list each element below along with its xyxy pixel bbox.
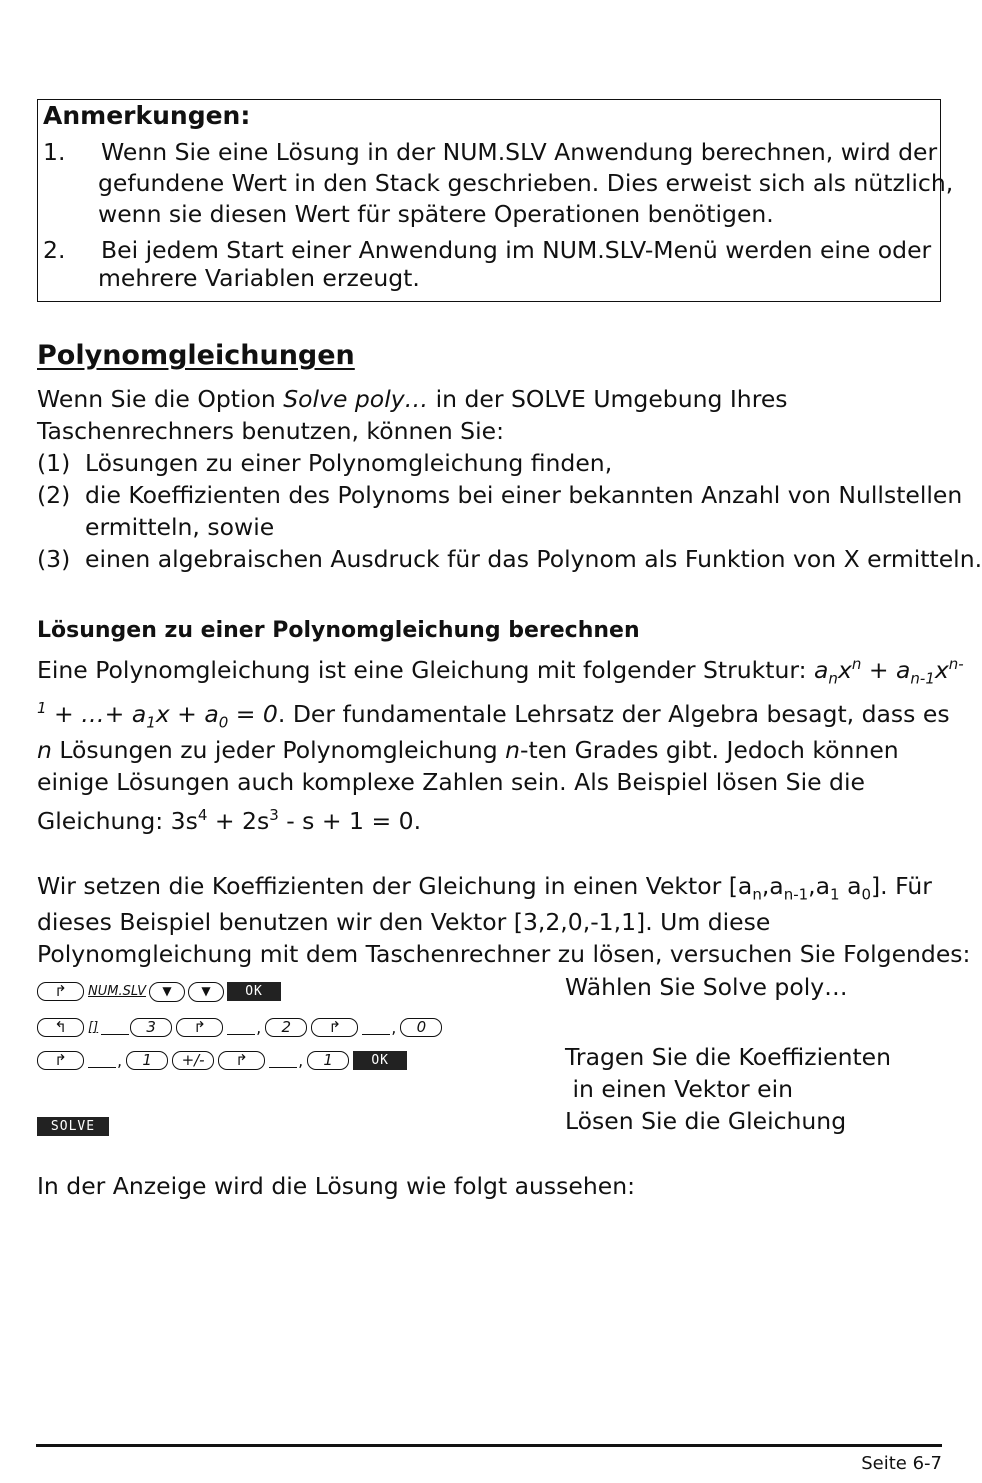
section-intro-line-2: Taschenrechners benutzen, können Sie: <box>37 417 505 445</box>
paragraph-2-line-1: Wir setzen die Koeffizienten der Gleichung in einen Vektor [$a_n,a_{n-1},a_1$ $a_0$]. Für <box>37 872 932 904</box>
right-shift-key: ↱ <box>311 1018 358 1037</box>
solve-softkey: SOLVE <box>37 1117 109 1136</box>
note-2-line-2: mehrere Variablen erzeugt. <box>98 264 420 292</box>
keystroke-row-3-description-line-1: Tragen Sie die Koeffizienten <box>565 1043 892 1071</box>
list-item-2-number: (2) <box>37 481 71 509</box>
list-item-2-line-1: die Koeffizienten des Polynoms bei einer bekannten Anzahl von Nullstellen <box>85 481 963 509</box>
paragraph-2-line-3: Polynomgleichung mit dem Taschenrechner zu lösen, versuchen Sie Folgendes: <box>37 940 971 968</box>
left-shift-key: ↰ <box>37 1018 84 1037</box>
paragraph-1-line-1: Eine Polynomgleichung ist eine Gleichung mit folgender Struktur: $a_nx^n + a_{n-1}x^{n-}$ <box>37 655 964 688</box>
page-number: Seite 6-7 <box>861 1453 942 1474</box>
note-2-number: 2. <box>43 236 66 264</box>
right-shift-key: ↱ <box>37 1051 84 1070</box>
right-shift-key: ↱ <box>37 982 84 1001</box>
keystroke-row-1 <box>37 976 285 1004</box>
digit-key: 1 <box>126 1051 168 1070</box>
note-1-line-3: wenn sie diesen Wert für spätere Operationen benötigen. <box>98 200 774 228</box>
note-1-line-1: Wenn Sie eine Lösung in der NUM.SLV Anwendung berechnen, wird der <box>101 138 938 166</box>
keystroke-row-1-description: Wählen Sie Solve poly… <box>565 973 848 1001</box>
note-1-number: 1. <box>43 138 66 166</box>
keystroke-row-2: ↰ [] 3 ↱ , 2 ↱ , 0 <box>37 1012 446 1040</box>
subsection-title: Lösungen zu einer Polynomgleichung berechnen <box>37 618 640 643</box>
note-1-line-2: gefundene Wert in den Stack geschrieben. Dies erweist sich als nützlich, <box>98 169 954 197</box>
section-intro-line-1: Wenn Sie die Option Solve poly… in der SOLVE Umgebung Ihres <box>37 385 788 413</box>
keystroke-row-4 <box>37 1111 113 1139</box>
list-item-3-text: einen algebraischen Ausdruck für das Polynom als Funktion von X ermitteln. <box>85 545 982 573</box>
down-arrow-key-icon: ▼ <box>149 982 185 1002</box>
keystroke-row-3-description-line-2: in einen Vektor ein <box>565 1075 793 1103</box>
right-shift-key: ↱ <box>218 1051 265 1070</box>
paragraph-1-line-2: $^1$ + …+ $a_1x + a_0 = 0$. Der fundamentale Lehrsatz der Algebra besagt, dass es <box>37 699 950 732</box>
list-item-3-number: (3) <box>37 545 71 573</box>
paragraph-1-line-3: n Lösungen zu jeder Polynomgleichung n-ten Grades gibt. Jedoch können <box>37 736 899 764</box>
paragraph-1-line-4: einige Lösungen auch komplexe Zahlen sein. Als Beispiel lösen Sie die <box>37 768 865 796</box>
down-arrow-key-icon: ▼ <box>188 982 224 1002</box>
list-item-2-line-2: ermitteln, sowie <box>85 513 275 541</box>
paragraph-2-line-2: dieses Beispiel benutzen wir den Vektor [3,2,0,-1,1]. Um diese <box>37 908 771 936</box>
closing-text: In der Anzeige wird die Lösung wie folgt aussehen: <box>37 1172 636 1200</box>
keystroke-row-3: ↱ , 1 +/- ↱ , 1 OK <box>37 1045 411 1073</box>
digit-key: 1 <box>307 1051 349 1070</box>
digit-key: 2 <box>265 1018 307 1037</box>
digit-key: 3 <box>130 1018 172 1037</box>
vector-label: [] <box>88 1020 99 1035</box>
numslv-label: NUM.SLV <box>88 984 147 999</box>
keystroke-row-4-description: Lösen Sie die Gleichung <box>565 1107 847 1135</box>
paragraph-1-line-5: Gleichung: $3s^4 + 2s^3 - s + 1 = 0$. <box>37 806 422 835</box>
list-item-1-text: Lösungen zu einer Polynomgleichung finden, <box>85 449 613 477</box>
ok-softkey: OK <box>227 982 281 1001</box>
right-shift-key: ↱ <box>176 1018 223 1037</box>
list-item-1-number: (1) <box>37 449 71 477</box>
digit-key: 0 <box>400 1018 442 1037</box>
footer-rule <box>36 1444 942 1447</box>
notes-title: Anmerkungen: <box>43 101 251 130</box>
section-title: Polynomgleichungen <box>37 340 355 371</box>
plus-minus-key: +/- <box>172 1051 214 1070</box>
note-2-line-1: Bei jedem Start einer Anwendung im NUM.SLV-Menü werden eine oder <box>101 236 932 264</box>
ok-softkey: OK <box>353 1051 407 1070</box>
